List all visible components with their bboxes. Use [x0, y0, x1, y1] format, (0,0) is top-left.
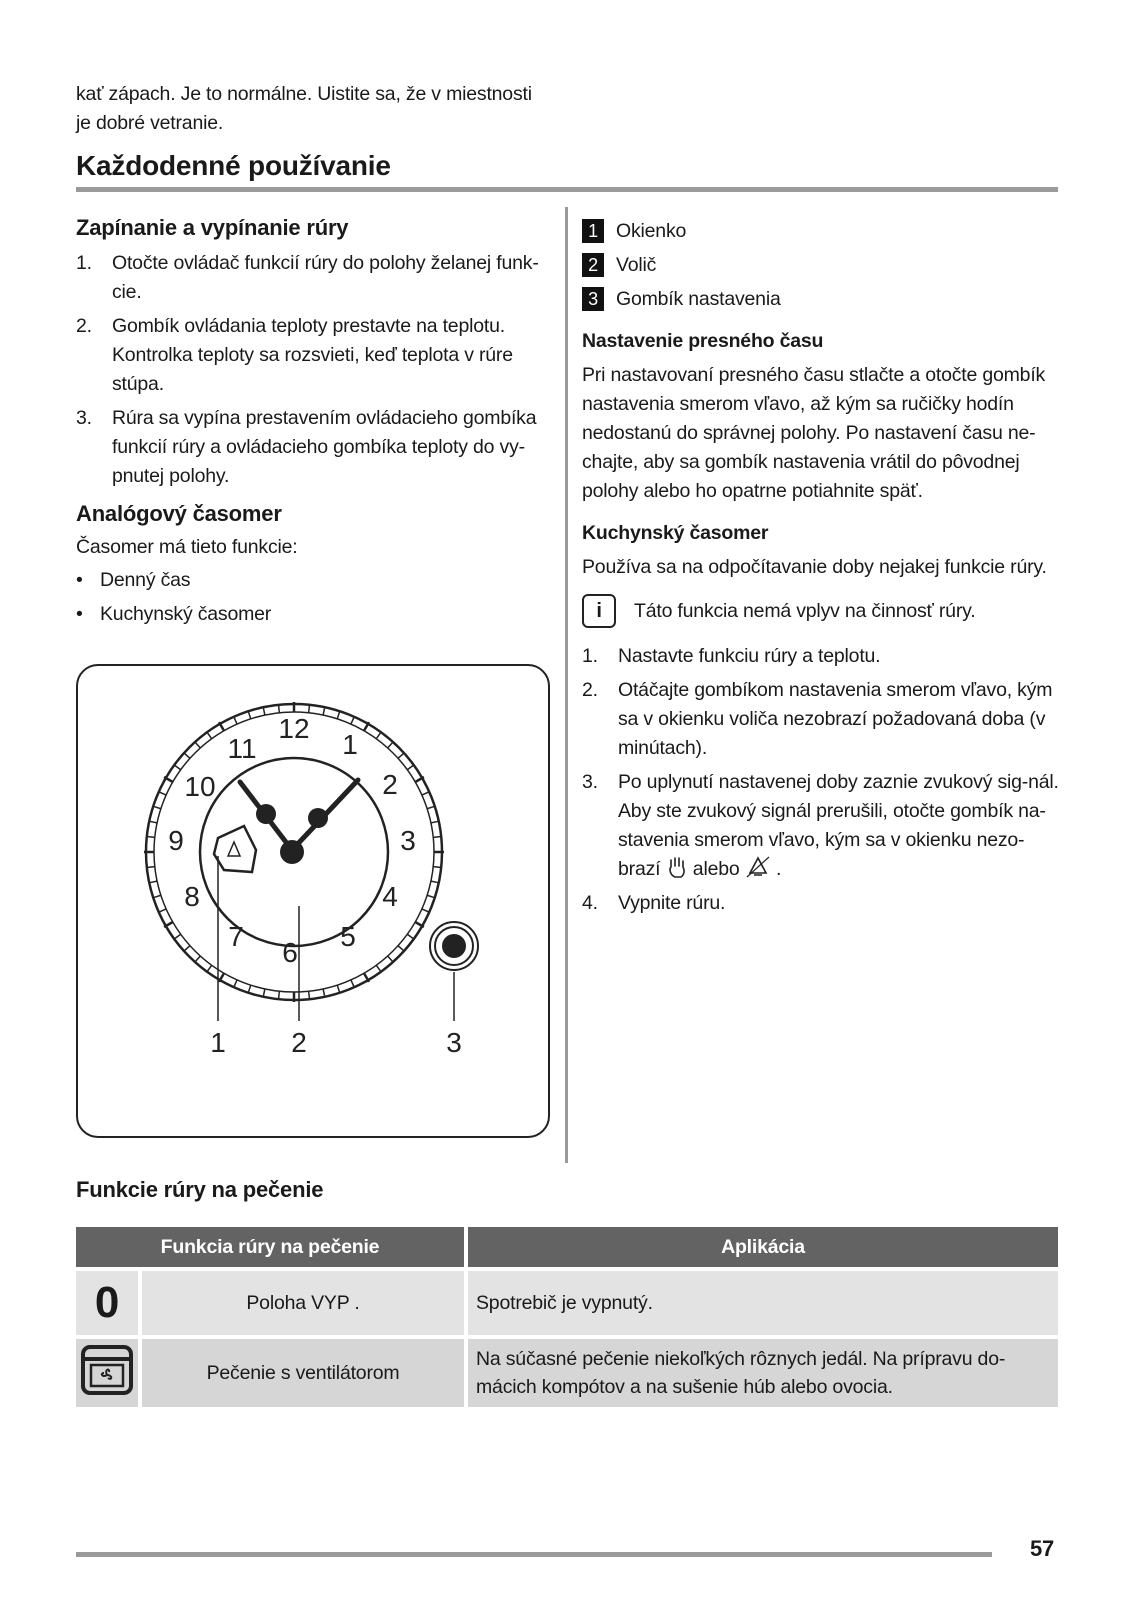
- callout-2: 2: [291, 1027, 307, 1058]
- table-section-title: Funkcie rúry na pečenie: [76, 1177, 324, 1202]
- info-icon: i: [582, 594, 616, 628]
- page-number: 57: [1030, 1536, 1055, 1561]
- clock-tick: [427, 807, 434, 809]
- list-item: • Kuchynský časomer: [76, 603, 272, 625]
- list-item: 4. Vypnite rúru.: [582, 892, 726, 914]
- list-item: 3. Po uplynutí nastavenej doby zaznie zvukový sig-nál. Aby ste zvukový signál prerušili, otočte gombík na-stavenia smerom vľavo, kým sa v okienku nezo- brazí alebo .: [582, 771, 1059, 880]
- legend-item: 3 Gombík nastavenia: [582, 282, 1062, 316]
- clock-tick: [388, 743, 393, 748]
- column-divider: [565, 207, 568, 1163]
- clock-number-3: 3: [400, 825, 416, 856]
- clock-number-12: 12: [278, 713, 310, 744]
- clock-tick: [185, 946, 190, 951]
- clock-number-10: 10: [184, 771, 216, 802]
- fan-oven-icon: [80, 1344, 134, 1396]
- right-column: [582, 214, 1062, 923]
- callout-numbers: [210, 1027, 462, 1058]
- clock-number-11: 11: [227, 733, 257, 764]
- clock-number-1: 1: [342, 729, 358, 760]
- legend-item: 1 Okienko: [582, 214, 1062, 248]
- clock-tick: [407, 934, 413, 938]
- section-title: Každodenné používanie: [76, 150, 391, 181]
- clock-hands: [240, 780, 358, 864]
- legend-item: 2 Volič: [582, 248, 1062, 282]
- clock-number-2: 2: [382, 769, 398, 800]
- clock-tick: [351, 980, 354, 986]
- clock-tick: [154, 895, 161, 897]
- clock-tick: [279, 706, 280, 713]
- header-function: Funkcia rúry na pečenie: [76, 1227, 466, 1269]
- heading-exact-time: Nastavenie presného času: [582, 330, 824, 352]
- clock-tick: [351, 718, 354, 724]
- clock-tick: [160, 909, 166, 912]
- timer-illustration: [76, 664, 550, 1138]
- clock-tick: [431, 821, 438, 822]
- clock-tick: [376, 733, 380, 739]
- on-off-steps: [76, 249, 546, 491]
- clock-tick: [150, 821, 157, 822]
- callout-3: 3: [446, 1027, 462, 1058]
- clock-tick: [208, 965, 212, 971]
- timer-functions: [76, 566, 546, 629]
- callout-lines: [218, 856, 454, 1021]
- clock-tick: [175, 766, 181, 770]
- clock-tick: [208, 733, 212, 739]
- clock-tick: [433, 837, 440, 838]
- off-symbol: 0: [76, 1269, 140, 1337]
- clock-tick: [323, 708, 324, 715]
- clock-tick: [185, 754, 190, 759]
- clock-tick: [323, 989, 324, 996]
- clock-tick: [388, 956, 393, 961]
- table-row: 0 Poloha VYP . Spotrebič je vypnutý.: [76, 1269, 1058, 1337]
- clock-tick: [196, 956, 201, 961]
- clock-tick: [154, 807, 161, 809]
- kitchen-timer-steps: [582, 642, 1062, 918]
- clock-tick: [148, 837, 155, 838]
- heading-analog-timer: Analógový časomer: [76, 501, 282, 526]
- clock-tick: [427, 895, 434, 897]
- selector-window: [214, 826, 256, 872]
- left-column: [76, 215, 546, 634]
- clock-tick: [422, 792, 428, 795]
- footer-rule: [76, 1552, 992, 1557]
- hand-icon: [666, 855, 688, 879]
- clock-number-5: 5: [340, 921, 356, 952]
- kitchen-timer-text: Používa sa na odpočítavanie doby nejakej funkcie rúry.: [582, 556, 1047, 578]
- clock-tick: [337, 985, 339, 992]
- clock-tick: [433, 867, 440, 868]
- clock-tick: [309, 706, 310, 713]
- clock-tick: [175, 934, 181, 938]
- clock-tick: [279, 991, 280, 998]
- table-header-row: [76, 1227, 1058, 1269]
- continuation-text: kať zápach. Je to normálne. Uistite sa, že v miestnosti je dobré vetranie.: [76, 83, 532, 134]
- clock-number-6: 6: [282, 937, 298, 968]
- clock-tick: [148, 867, 155, 868]
- clock-tick: [309, 991, 310, 998]
- clock-diagram: [78, 666, 548, 1136]
- clock-number-4: 4: [382, 881, 398, 912]
- callout-1: 1: [210, 1027, 226, 1058]
- list-item: 2. Gombík ovládania teploty prestavte na teplotu. Kontrolka teploty sa rozsvieti, keď teplota v rúre stúpa.: [76, 315, 513, 395]
- clock-tick: [337, 712, 339, 719]
- exact-time-text: Pri nastavovaní presného času stlačte a otočte gombík nastavenia smerom vľavo, až kým sa ručičky hodín nedostanú do správnej polohy. Po nastavení času ne-chajte, aby sa gombík nastavenia vrátil do pôvodnej polohy alebo ho opatrne potiahnite späť.: [582, 364, 1046, 502]
- heading-on-off: Zapínanie a vypínanie rúry: [76, 215, 349, 240]
- clock-tick: [431, 881, 438, 882]
- clock-tick: [263, 708, 264, 715]
- clock-number-7: 7: [228, 921, 244, 952]
- bell-off-icon: [745, 855, 771, 879]
- clock-tick: [249, 985, 251, 992]
- clock-tick: [234, 718, 237, 724]
- timer-intro: Časomer má tieto funkcie:: [76, 536, 298, 558]
- section-rule: [76, 187, 1058, 192]
- list-item: • Denný čas: [76, 569, 191, 591]
- list-item: 3. Rúra sa vypína prestavením ovládacieho gombíka funkcií rúry a ovládacieho gombíka teploty do vy-pnutej polohy.: [76, 407, 537, 487]
- clock-tick: [234, 980, 237, 986]
- list-item: 1. Nastavte funkciu rúry a teplotu.: [582, 645, 881, 667]
- list-item: 1. Otočte ovládač funkcií rúry do polohy želanej funk-cie.: [76, 252, 539, 303]
- clock-tick: [376, 965, 380, 971]
- heading-kitchen-timer: Kuchynský časomer: [582, 522, 769, 544]
- clock-tick: [196, 743, 201, 748]
- clock-tick: [249, 712, 251, 719]
- clock-number-9: 9: [168, 825, 184, 856]
- clock-number-8: 8: [184, 881, 200, 912]
- clock-tick: [398, 754, 403, 759]
- clock-tick: [263, 989, 264, 996]
- oven-functions-table: [76, 1227, 1058, 1411]
- clock-tick: [407, 766, 413, 770]
- clock-tick: [422, 909, 428, 912]
- list-item: 2. Otáčajte gombíkom nastavenia smerom vľavo, kým sa v okienku voliča nezobrazí požadovaná doba (v minútach).: [582, 679, 1053, 759]
- clock-tick: [160, 792, 166, 795]
- clock-tick: [398, 946, 403, 951]
- setting-knob: [430, 922, 478, 970]
- clock-tick: [150, 881, 157, 882]
- info-note: i Táto funkcia nemá vplyv na činnosť rúry.: [582, 594, 1062, 628]
- header-application: Aplikácia: [466, 1227, 1058, 1269]
- table-row: Pečenie s ventilátorom Na súčasné pečenie niekoľkých rôznych jedál. Na prípravu do-mácich kompótov a na sušenie húb alebo ovocia.: [76, 1337, 1058, 1409]
